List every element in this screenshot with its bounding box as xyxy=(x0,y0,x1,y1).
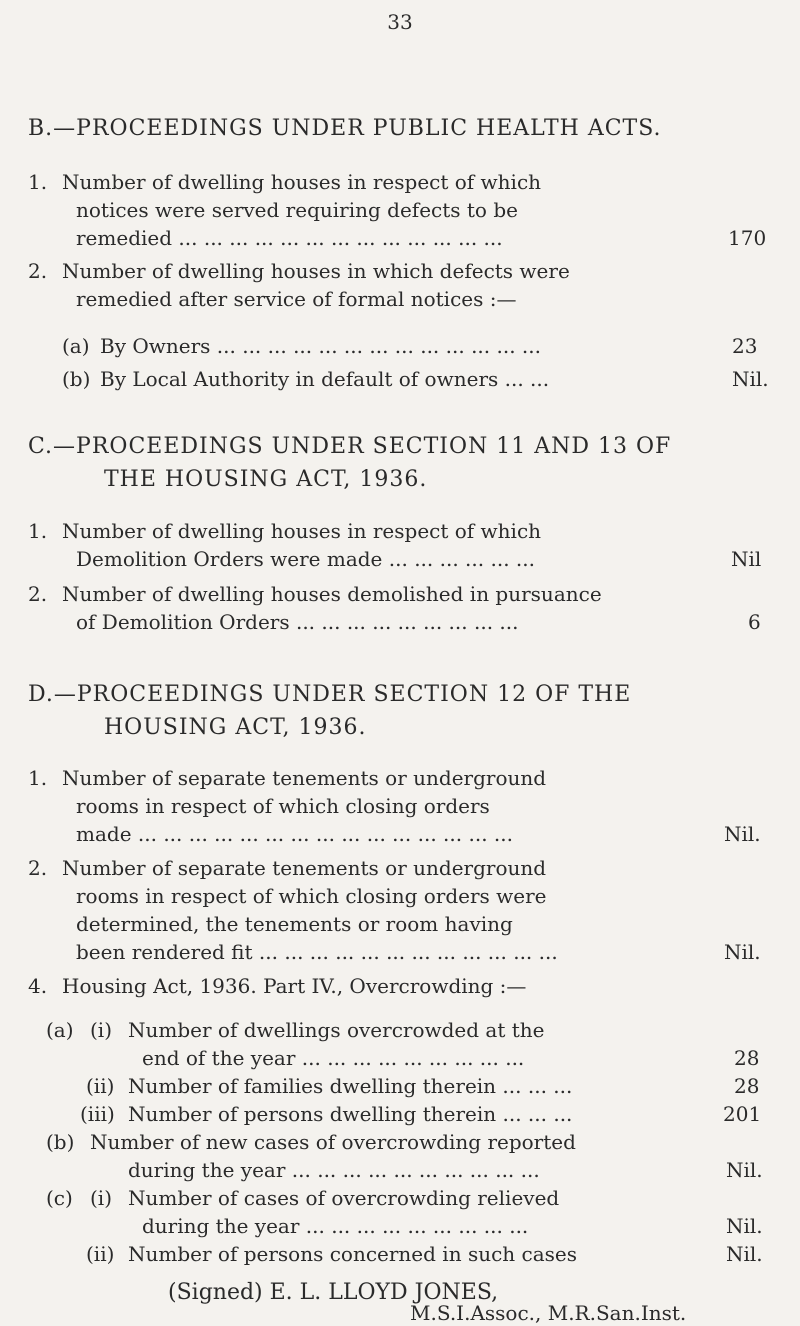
item-text-line: Number of separate tenements or underground xyxy=(62,856,547,880)
item-text-line: Demolition Orders were made ... ... ... ... ... ... xyxy=(76,547,535,571)
item-value: 170 xyxy=(728,226,767,250)
item-text-line: rooms in respect of which closing orders were xyxy=(76,884,547,908)
page-number: 33 xyxy=(387,10,413,34)
sub-text: By Owners ... ... ... ... ... ... ... ... ... ... ... ... ... xyxy=(100,334,542,358)
item-text-line: been rendered fit ... ... ... ... ... ... ... ... ... ... ... ... xyxy=(76,940,558,964)
sub-label: (a) xyxy=(46,1018,74,1042)
item-value: Nil. xyxy=(724,940,761,964)
item-text-line: end of the year ... ... ... ... ... ... ... ... ... xyxy=(142,1046,525,1070)
item-text-line: remedied ... ... ... ... ... ... ... ... ... ... ... ... ... xyxy=(76,226,503,250)
sub-sublabel: (ii) xyxy=(86,1074,115,1098)
sub-label: (a) xyxy=(62,334,90,358)
item-value: Nil. xyxy=(726,1214,763,1238)
item-text-line: Number of cases of overcrowding relieved xyxy=(128,1186,560,1210)
item-text-line: of Demolition Orders ... ... ... ... ... ... ... ... ... xyxy=(76,610,519,634)
sub-sublabel: (i) xyxy=(90,1186,113,1210)
item-value: Nil. xyxy=(732,367,769,391)
item-value: 28 xyxy=(734,1074,760,1098)
item-number: 4. xyxy=(28,974,48,998)
item-text-line: rooms in respect of which closing orders xyxy=(76,794,490,818)
signature-line: (Signed) E. L. LLOYD JONES, xyxy=(168,1280,499,1305)
sub-sublabel: (ii) xyxy=(86,1242,115,1266)
item-text-line: Number of dwelling houses in respect of which xyxy=(62,519,542,543)
item-value: Nil. xyxy=(726,1242,763,1266)
sub-sublabel: (iii) xyxy=(80,1102,115,1126)
item-text-line: notices were served requiring defects to be xyxy=(76,198,518,222)
item-text-line: Number of new cases of overcrowding reported xyxy=(90,1130,576,1154)
item-number: 2. xyxy=(28,856,48,880)
item-text-line: remedied after service of formal notices :— xyxy=(76,287,517,311)
overcrowding-c-i xyxy=(46,1184,768,1238)
sub-label: (b) xyxy=(62,367,91,391)
item-value: 23 xyxy=(732,334,758,358)
item-text: Number of families dwelling therein ... ... ... xyxy=(128,1074,573,1098)
item-text-line: Number of dwelling houses in respect of which xyxy=(62,170,542,194)
section-c-heading-line2: THE HOUSING ACT, 1936. xyxy=(104,467,428,492)
overcrowding-a-i xyxy=(46,1016,768,1070)
item-value: 28 xyxy=(734,1046,760,1070)
section-d-heading: D.—PROCEEDINGS UNDER SECTION 12 OF THE xyxy=(28,682,632,707)
item-text-line: Number of dwelling houses demolished in pursuance xyxy=(62,582,602,606)
item-value: Nil. xyxy=(724,822,761,846)
item-text-line: Number of dwelling houses in which defects were xyxy=(62,259,570,283)
item-number: 2. xyxy=(28,582,48,606)
item-text: Number of persons concerned in such cases xyxy=(128,1242,578,1266)
item-text-line: made ... ... ... ... ... ... ... ... ... ... ... ... ... ... ... xyxy=(76,822,513,846)
sub-text: By Local Authority in default of owners ... ... xyxy=(100,367,550,391)
item-number: 1. xyxy=(28,766,48,790)
item-number: 1. xyxy=(28,519,48,543)
sub-label: (c) xyxy=(46,1186,73,1210)
item-text-line: determined, the tenements or room having xyxy=(76,912,513,936)
overcrowding-b xyxy=(46,1128,768,1182)
section-b-heading: B.—PROCEEDINGS UNDER PUBLIC HEALTH ACTS. xyxy=(28,116,662,141)
section-b-subitem-a xyxy=(62,332,768,360)
item-value: 201 xyxy=(723,1102,762,1126)
section-c-heading: C.—PROCEEDINGS UNDER SECTION 11 AND 13 OF xyxy=(28,434,672,459)
item-text: Number of persons dwelling therein ... ... ... xyxy=(128,1102,573,1126)
item-value: Nil xyxy=(731,547,762,571)
item-number: 2. xyxy=(28,259,48,283)
sub-label: (b) xyxy=(46,1130,75,1154)
section-d-heading-line2: HOUSING ACT, 1936. xyxy=(104,715,367,740)
item-value: 6 xyxy=(748,610,761,634)
item-value: Nil. xyxy=(726,1158,763,1182)
item-text: Housing Act, 1936. Part IV., Overcrowding :— xyxy=(62,974,527,998)
item-text-line: during the year ... ... ... ... ... ... ... ... ... ... xyxy=(128,1158,540,1182)
item-text-line: during the year ... ... ... ... ... ... ... ... ... xyxy=(142,1214,529,1238)
item-text-line: Number of separate tenements or underground xyxy=(62,766,547,790)
sub-sublabel: (i) xyxy=(90,1018,113,1042)
item-text-line: Number of dwellings overcrowded at the xyxy=(128,1018,545,1042)
section-b-subitem-b xyxy=(62,365,768,393)
item-number: 1. xyxy=(28,170,48,194)
signature-credentials: M.S.I.Assoc., M.R.San.Inst. xyxy=(410,1301,687,1325)
